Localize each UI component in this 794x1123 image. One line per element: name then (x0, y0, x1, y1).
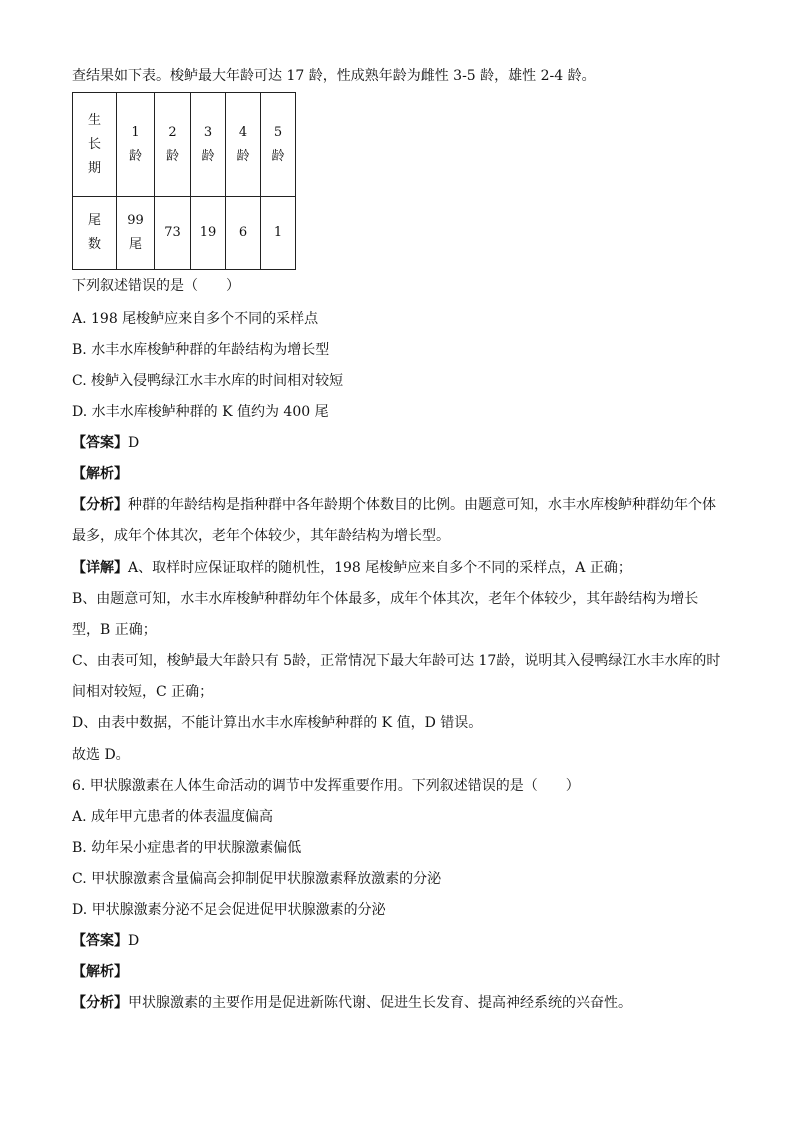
age-cell: 4龄 (226, 93, 261, 197)
q5-detail-a: 【详解】A、取样时应保证取样的随机性，198 尾梭鲈应来自多个不同的采样点，A 正确； (72, 560, 632, 576)
q5-option-a: A. 198 尾梭鲈应来自多个不同的采样点 (72, 311, 319, 327)
answer-tag: 【答案】 (72, 435, 128, 451)
age-cell: 3龄 (191, 93, 226, 197)
age-cell: 1龄 (117, 93, 155, 197)
xiangjie-tag: 【详解】 (72, 560, 128, 576)
q6-stem: 6. 甲状腺激素在人体生命活动的调节中发挥重要作用。下列叙述错误的是（ ） (72, 778, 580, 794)
answer-tag: 【答案】 (72, 933, 128, 949)
q5-option-b: B. 水丰水库梭鲈种群的年龄结构为增长型 (72, 342, 330, 358)
count-cell: 6 (226, 197, 261, 270)
q5-stem: 下列叙述错误的是（ ） (72, 278, 240, 294)
q5-detail-d: D、由表中数据，不能计算出水丰水库梭鲈种群的 K 值，D 错误。 (72, 715, 483, 731)
count-cell: 19 (191, 197, 226, 270)
fenxi-text: 种群的年龄结构是指种群中各年龄期个体数目的比例。由题意可知，水丰水库梭鲈种群幼年个体最多，成年个体其次，老年个体较少，其年龄结构为增长型。 (72, 497, 716, 544)
q6-option-b: B. 幼年呆小症患者的甲状腺激素偏低 (72, 840, 302, 856)
q5-option-c: C. 梭鲈入侵鸭绿江水丰水库的时间相对较短 (72, 373, 344, 389)
count-cell: 1 (261, 197, 296, 270)
count-cell: 73 (155, 197, 191, 270)
q6-option-d: D. 甲状腺激素分泌不足会促进促甲状腺激素的分泌 (72, 902, 386, 918)
age-table (72, 92, 296, 270)
q5-conclusion: 故选 D。 (72, 747, 130, 763)
q5-detail-c: C、由表可知，梭鲈最大年龄只有 5龄，正常情况下最大年龄可达 17龄，说明其入侵鸭绿江水丰水库的时间相对较短，C 正确； (72, 653, 721, 700)
q5-option-d: D. 水丰水库梭鲈种群的 K 值约为 400 尾 (72, 404, 329, 420)
header-label: 生长期 (87, 112, 101, 176)
count-cell: 99尾 (117, 197, 155, 270)
table-row (73, 93, 296, 197)
fenxi-tag: 【分析】 (72, 497, 128, 513)
q6-answer (72, 931, 139, 951)
count-label-cell (73, 197, 117, 270)
fenxi-text: 甲状腺激素的主要作用是促进新陈代谢、促进生长发育、提高神经系统的兴奋性。 (128, 995, 632, 1011)
q6-analysis-tag: 【解析】 (72, 964, 128, 980)
q5-detail-b: B、由题意可知，水丰水库梭鲈种群幼年个体最多，成年个体其次，老年个体较少，其年龄结构为增长型，B 正确； (72, 591, 699, 638)
header-label-cell (73, 93, 117, 197)
q5-fenxi (72, 490, 724, 552)
answer-value: D (128, 933, 140, 949)
age-cell: 2龄 (155, 93, 191, 197)
q6-option-c: C. 甲状腺激素含量偏高会抑制促甲状腺激素释放激素的分泌 (72, 871, 442, 887)
intro-text: 查结果如下表。梭鲈最大年龄可达 17 龄，性成熟年龄为雌性 3-5 龄，雄性 2-4 龄。 (72, 68, 596, 84)
answer-value: D (128, 435, 140, 451)
count-label: 尾数 (87, 213, 101, 252)
q5-answer (72, 433, 139, 453)
fenxi-tag: 【分析】 (72, 995, 128, 1011)
table-row (73, 197, 296, 270)
age-cell: 5龄 (261, 93, 296, 197)
q6-fenxi (72, 993, 632, 1013)
q6-option-a: A. 成年甲亢患者的体表温度偏高 (72, 809, 274, 825)
q5-analysis-tag: 【解析】 (72, 466, 128, 482)
